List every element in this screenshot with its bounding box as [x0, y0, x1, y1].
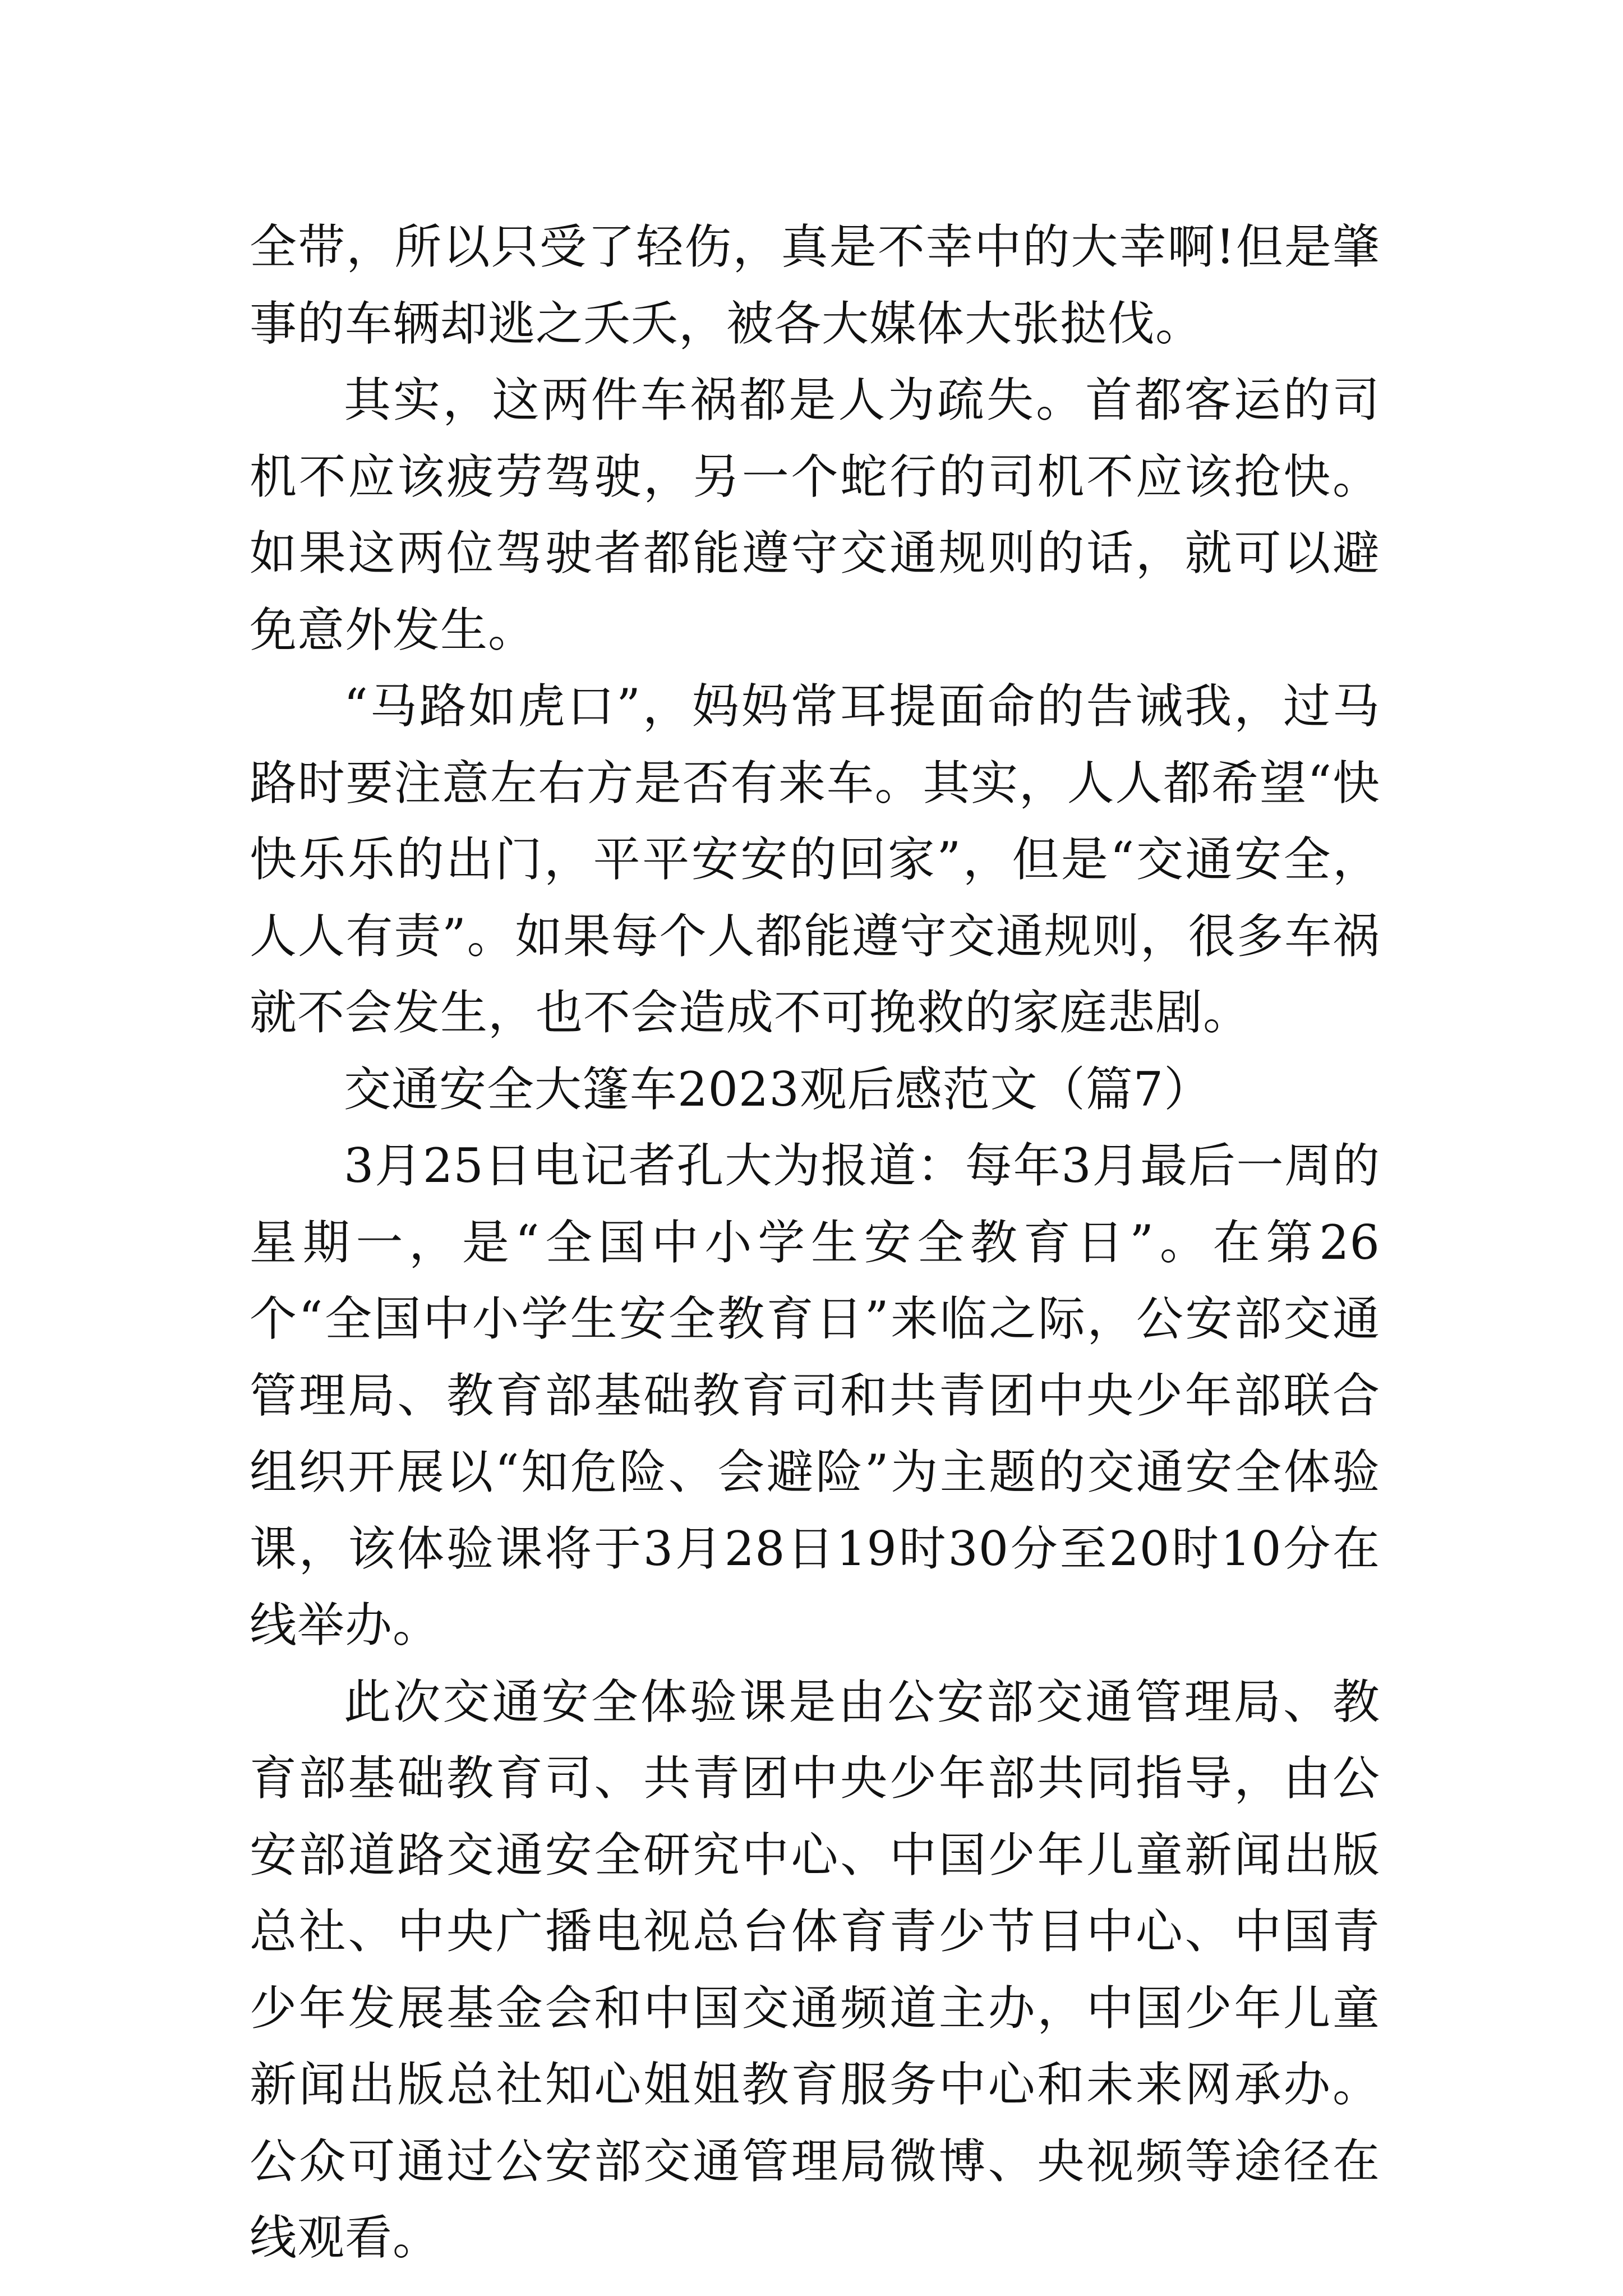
paragraph-3: “马路如虎口”，妈妈常耳提面命的告诫我，过马路时要注意左右方是否有来车。其实，人人都希望“快快乐乐的出门，平平安安的回家”，但是“交通安全，人人有责”。如果每个人都能遵守交通规则，很多车祸就不会发生，也不会造成不可挽救的家庭悲剧。	[250, 679, 1380, 1040]
paragraph-5: 此次交通安全体验课是由公安部交通管理局、教育部基础教育司、共青团中央少年部共同指导，由公安部道路交通安全研究中心、中国少年儿童新闻出版总社、中央广播电视总台体育青少节目中心、中国青少年发展基金会和中国交通频道主办，中国少年儿童新闻出版总社知心姐姐教育服务中心和未来网承办。公众可通过公安部交通管理局微博、央视频等途径在线观看。	[250, 1674, 1380, 2265]
paragraph-1: 全带，所以只受了轻伤，真是不幸中的大幸啊!但是肇事的车辆却逃之夭夭，被各大媒体大张挞伐。	[250, 219, 1380, 351]
document-body	[250, 209, 1380, 2276]
paragraph-2: 其实，这两件车祸都是人为疏失。首都客运的司机不应该疲劳驾驶，另一个蛇行的司机不应该抢快。如果这两位驾驶者都能遵守交通规则的话，就可以避免意外发生。	[250, 372, 1380, 657]
paragraph-4: 3月25日电记者孔大为报道：每年3月最后一周的星期一，是“全国中小学生安全教育日”。在第26个“全国中小学生安全教育日”来临之际，公安部交通管理局、教育部基础教育司和共青团中央少年部联合组织开展以“知危险、会避险”为主题的交通安全体验课，该体验课将于3月28日19时30分至20时10分在线举办。	[250, 1138, 1380, 1653]
section-heading: 交通安全大篷车2023观后感范文（篇7）	[344, 1061, 1212, 1117]
